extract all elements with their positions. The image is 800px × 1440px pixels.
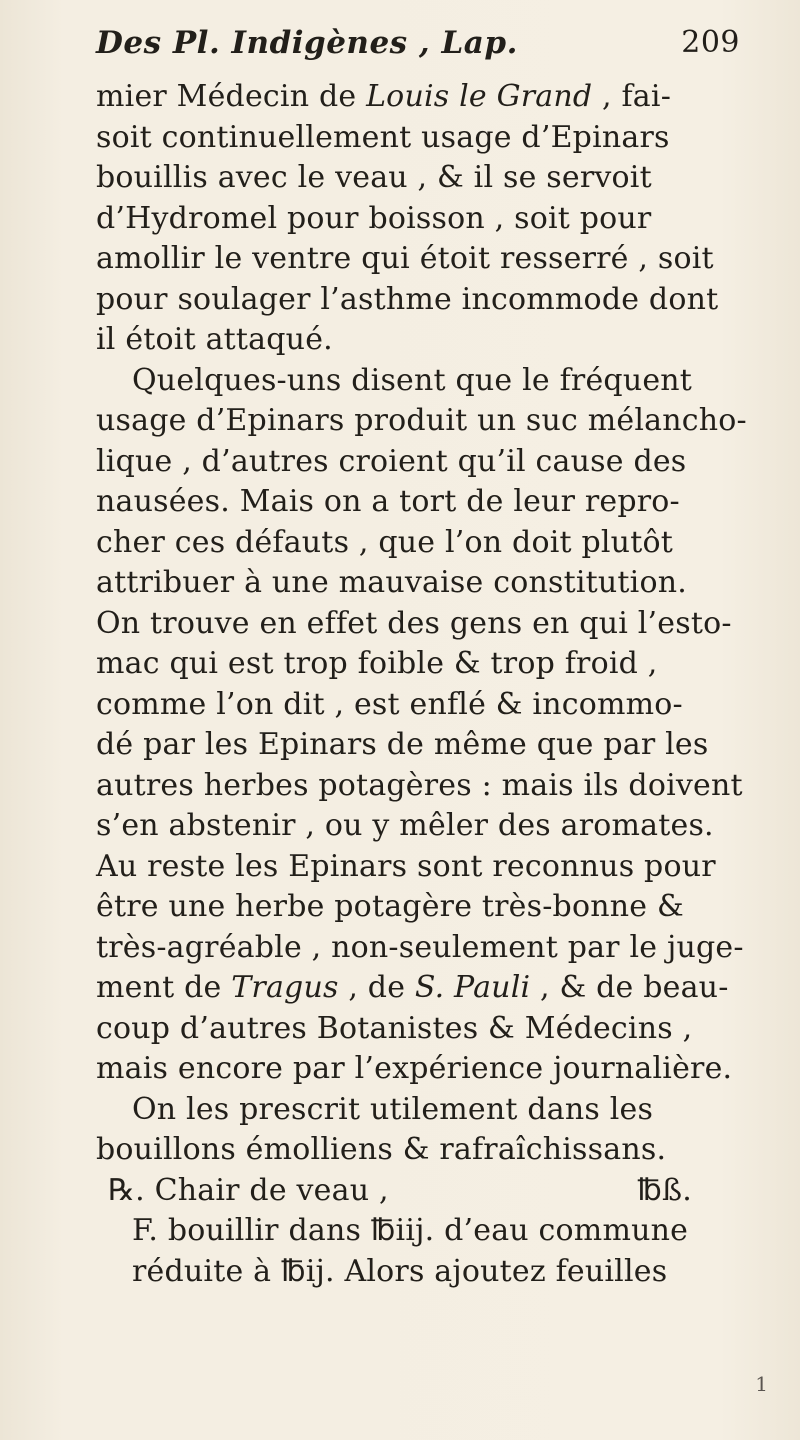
text-line: autres herbes potagères : mais ils doivent	[96, 767, 743, 803]
text-line: Quelques-uns disent que le fréquent	[132, 362, 693, 398]
running-title: Des Pl. Indigènes , Lap.	[96, 25, 518, 61]
text-line: comme l’on dit , est enflé & incommo-	[96, 686, 683, 722]
text-line: On trouve en effet des gens en qui l’esto-	[96, 605, 732, 641]
text-line: dé par les Epinars de même que par les	[96, 727, 709, 762]
text-line: attribuer à une mauvaise constitution.	[96, 565, 687, 600]
body-text	[96, 77, 776, 1292]
text-line: cher ces défauts , que l’on doit plutôt	[96, 524, 673, 560]
text-line: bouillis avec le veau , & il se servoit	[96, 160, 652, 195]
text-line: très-agréable , non-seulement par le juge-	[96, 929, 744, 965]
text-line: mais encore par l’expérience journalière.	[96, 1051, 733, 1086]
text-line: On les prescrit utilement dans les	[132, 1091, 654, 1127]
recipe-ingredient: Chair de veau ,	[154, 1172, 389, 1208]
text-line: nausées. Mais on a tort de leur repro-	[96, 484, 680, 519]
text-line: s’en abstenir , ou y mêler des aromates.	[96, 808, 714, 843]
recipe-line: F. bouillir dans ℔iij. d’eau commune	[132, 1213, 689, 1248]
text-line: lique , d’autres croient qu’il cause des	[96, 443, 687, 479]
text-line: être une herbe potagère très-bonne &	[96, 889, 684, 924]
text-line: mier Médecin de Louis le Grand , fai-	[96, 79, 672, 114]
margin-mark: 1	[755, 1372, 768, 1396]
text-line: il étoit attaqué.	[96, 322, 333, 357]
text-line: d’Hydromel pour boisson , soit pour	[96, 200, 652, 236]
page-number: 209	[681, 25, 740, 60]
text-line: usage d’Epinars produit un suc mélancho-	[96, 403, 747, 438]
text-line: pour soulager l’asthme incommode dont	[96, 281, 719, 317]
text-line: amollir le ventre qui étoit resserré , soit	[96, 241, 714, 276]
recipe-line: réduite à ℔ij. Alors ajoutez feuilles	[132, 1253, 668, 1289]
text-line: Au reste les Epinars sont reconnus pour	[96, 848, 716, 884]
text-line: coup d’autres Botanistes & Médecins ,	[96, 1010, 693, 1046]
text-line: ment de Tragus , de S. Pauli , & de beau-	[96, 970, 729, 1005]
running-header	[96, 16, 740, 70]
recipe-line	[96, 1171, 776, 1212]
text-line: soit continuellement usage d’Epinars	[96, 119, 670, 155]
recipe-symbol: ℞.	[108, 1172, 145, 1208]
text-line: mac qui est trop foible & trop froid ,	[96, 646, 658, 681]
recipe-quantity: ℔ß.	[637, 1172, 692, 1208]
text-line: bouillons émolliens & rafraîchissans.	[96, 1132, 667, 1167]
